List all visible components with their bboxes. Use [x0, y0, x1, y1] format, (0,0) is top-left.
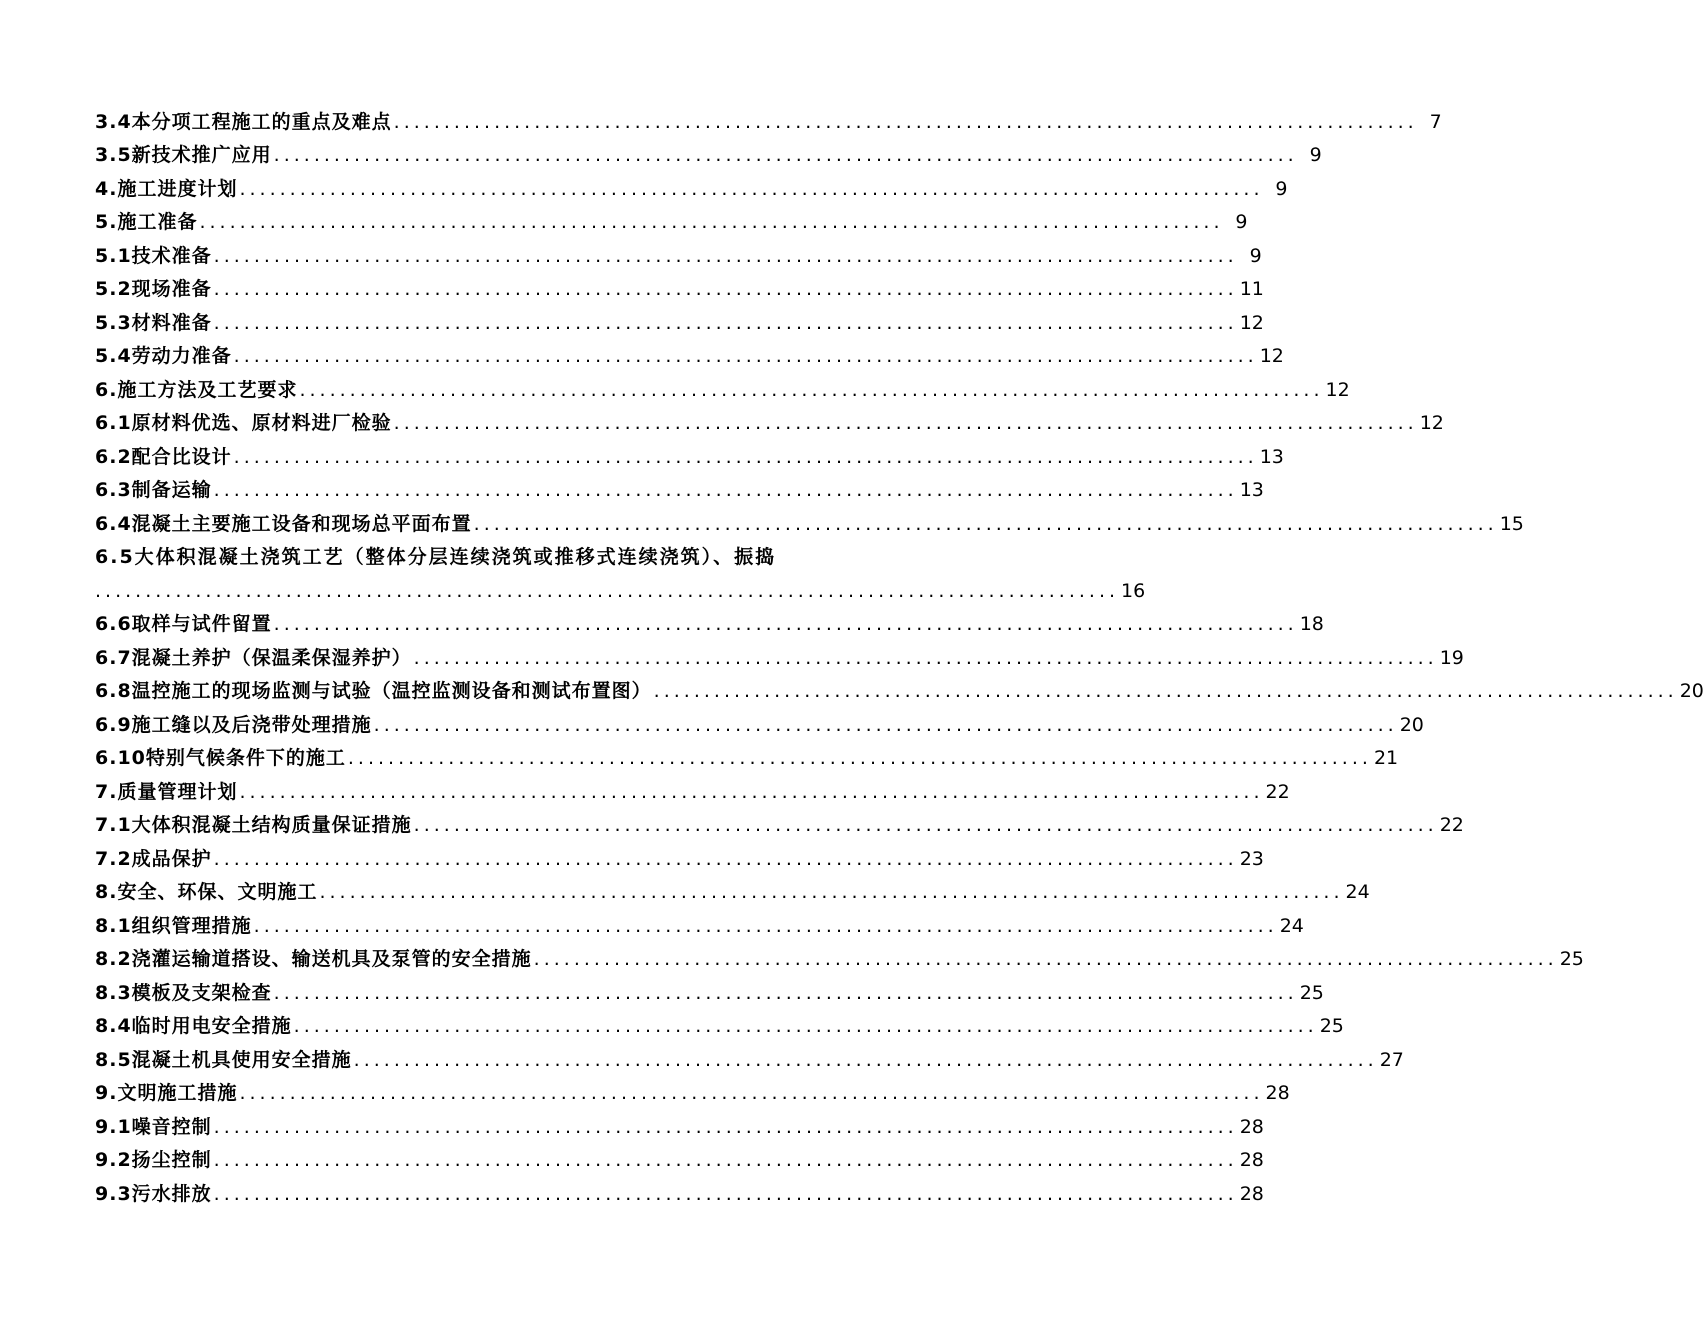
toc-leader-dots: ...................................................................................................... [213, 278, 1238, 300]
toc-entry[interactable] [95, 602, 1324, 635]
toc-entry-label: 4.施工进度计划 [95, 178, 238, 200]
toc-entry-page: 9 [1275, 178, 1288, 200]
toc-entry-page: 25 [1299, 982, 1324, 1004]
toc-entry-label: 7.2成品保护 [95, 848, 212, 870]
toc-leader-dots: ...................................................................................................... [273, 982, 1298, 1004]
toc-entry-label: 6.2配合比设计 [95, 446, 232, 468]
toc-entry-page: 27 [1379, 1049, 1404, 1071]
toc-leader-dots: ...................................................................................................... [293, 1015, 1318, 1037]
toc-entry-page: 13 [1259, 446, 1284, 468]
toc-entry-label: 8.2浇灌运输道搭设、输送机具及泵管的安全措施 [95, 948, 532, 970]
toc-entry-page: 20 [1399, 714, 1424, 736]
toc-entry-label: 8.4临时用电安全措施 [95, 1015, 292, 1037]
toc-entry[interactable] [95, 1172, 1264, 1205]
toc-entry-page: 28 [1239, 1149, 1264, 1171]
toc-entry[interactable] [95, 669, 1704, 702]
toc-entry[interactable] [95, 904, 1304, 937]
toc-entry[interactable] [95, 535, 825, 568]
toc-entry[interactable] [95, 468, 1264, 501]
toc-entry-page: 12 [1259, 345, 1284, 367]
toc-leader-dots: ...................................................................................................... [373, 714, 1398, 736]
toc-entry[interactable] [95, 971, 1324, 1004]
toc-entry-continuation[interactable] [95, 569, 1146, 602]
toc-entry-page: 22 [1439, 814, 1464, 836]
toc-entry[interactable] [95, 334, 1284, 367]
toc-entry-page: 12 [1325, 379, 1350, 401]
toc-entry-label: 6.施工方法及工艺要求 [95, 379, 298, 401]
toc-entry[interactable] [95, 200, 1248, 233]
toc-leader-dots: ...................................................................................................... [319, 881, 1344, 903]
toc-entry-label: 9.3污水排放 [95, 1183, 212, 1205]
toc-leader-dots: ...................................................................................................... [239, 1082, 1264, 1104]
toc-entry-page: 15 [1499, 513, 1524, 535]
toc-entry-label: 5.3材料准备 [95, 312, 212, 334]
toc-entry-page: 23 [1239, 848, 1264, 870]
toc-leader-dots: ...................................................................................................... [413, 814, 1438, 836]
toc-entry-label: 6.9施工缝以及后浇带处理措施 [95, 714, 372, 736]
toc-entry-label: 6.4混凝土主要施工设备和现场总平面布置 [95, 513, 472, 535]
toc-entry[interactable] [95, 368, 1350, 401]
toc-entry-label: 9.1噪音控制 [95, 1116, 212, 1138]
toc-entry[interactable] [95, 1004, 1344, 1037]
toc-entry-label: 6.3制备运输 [95, 479, 212, 501]
toc-leader-dots: ...................................................................................................... [213, 1149, 1238, 1171]
toc-entry[interactable] [95, 1071, 1290, 1104]
toc-entry[interactable] [95, 234, 1262, 267]
toc-entry[interactable] [95, 167, 1288, 200]
toc-leader-dots: ...................................................................................................... [213, 848, 1238, 870]
toc-entry-label: 6.8温控施工的现场监测与试验（温控监测设备和测试布置图） [95, 680, 652, 702]
toc-leader-dots: ...................................................................................................... [393, 412, 1418, 434]
toc-leader-dots: ...................................................................................................... [253, 915, 1278, 937]
toc-entry[interactable] [95, 703, 1424, 736]
toc-entry-page: 16 [1121, 580, 1146, 602]
toc-entry[interactable] [95, 736, 1399, 769]
toc-entry[interactable] [95, 937, 1584, 970]
toc-leader-dots: ...................................................................................................... [199, 211, 1224, 233]
toc-entry-label: 8.5混凝土机具使用安全措施 [95, 1049, 352, 1071]
toc-leader-dots: ...................................................................................................... [299, 379, 1324, 401]
toc-leader-dots: ...................................................................................................... [213, 245, 1238, 267]
toc-entry-page: 22 [1265, 781, 1290, 803]
toc-entry-label: 6.10特别气候条件下的施工 [95, 747, 346, 769]
toc-entry-label: 3.4本分项工程施工的重点及难点 [95, 111, 392, 133]
toc-entry-label: 9.文明施工措施 [95, 1082, 238, 1104]
toc-entry-label: 7.质量管理计划 [95, 781, 238, 803]
toc-entry-label: 6.7混凝土养护（保温柔保湿养护） [95, 647, 412, 669]
toc-entry[interactable] [95, 401, 1444, 434]
toc-leader-dots: ...................................................................................................... [239, 781, 1264, 803]
toc-leader-dots: ...................................................................................................... [233, 446, 1258, 468]
toc-entry-page: 28 [1239, 1116, 1264, 1138]
toc-leader-dots: ...................................................................................................... [213, 479, 1238, 501]
toc-leader-dots: ...................................................................................................... [353, 1049, 1378, 1071]
toc-leader-dots: ...................................................................................................... [213, 1183, 1238, 1205]
toc-entry-label: 6.6取样与试件留置 [95, 613, 272, 635]
toc-entry-label: 8.3模板及支架检查 [95, 982, 272, 1004]
toc-leader-dots: ...................................................................................................... [273, 144, 1298, 166]
toc-entry[interactable] [95, 803, 1464, 836]
toc-entry-label: 8.1组织管理措施 [95, 915, 252, 937]
toc-entry-label: 7.1大体积混凝土结构质量保证措施 [95, 814, 412, 836]
toc-entry-page: 21 [1373, 747, 1399, 769]
toc-entry-label: 6.5大体积混凝土浇筑工艺（整体分层连续浇筑或推移式连续浇筑）、振捣 [95, 546, 777, 568]
toc-entry-page: 18 [1299, 613, 1324, 635]
toc-leader-dots: ...................................................................................................... [533, 948, 1558, 970]
toc-entry-page: 24 [1279, 915, 1304, 937]
toc-entry-page: 28 [1265, 1082, 1290, 1104]
toc-entry-label: 5.1技术准备 [95, 245, 212, 267]
toc-leader-dots: ...................................................................................................... [239, 178, 1264, 200]
toc-entry[interactable] [95, 1038, 1404, 1071]
toc-leader-dots: ...................................................................................................... [413, 647, 1438, 669]
toc-entry[interactable] [95, 1105, 1264, 1138]
toc-entry-label: 3.5新技术推广应用 [95, 144, 272, 166]
toc-entry-page: 7 [1429, 111, 1442, 133]
toc-entry-label: 6.1原材料优选、原材料进厂检验 [95, 412, 392, 434]
toc-entry-page: 9 [1249, 245, 1262, 267]
toc-leader-dots: ...................................................................................................... [393, 111, 1418, 133]
toc-leader-dots: ...................................................................................................... [347, 747, 1372, 769]
toc-leader-dots: ...................................................................................................... [653, 680, 1678, 702]
toc-entry-label: 5.施工准备 [95, 211, 198, 233]
toc-entry[interactable] [95, 100, 1442, 133]
toc-leader-dots: ...................................................................................................... [213, 312, 1238, 334]
toc-entry-label: 9.2扬尘控制 [95, 1149, 212, 1171]
toc-entry[interactable] [95, 770, 1290, 803]
toc-entry[interactable] [95, 837, 1264, 870]
toc-entry[interactable] [95, 267, 1264, 300]
toc-entry-page: 20 [1679, 680, 1704, 702]
toc-entry-label: 8.安全、环保、文明施工 [95, 881, 318, 903]
toc-entry-page: 12 [1239, 312, 1264, 334]
toc-entry[interactable] [95, 502, 1524, 535]
toc-entry-label: 5.4劳动力准备 [95, 345, 232, 367]
toc-entry[interactable] [95, 301, 1264, 334]
toc-leader-dots: ...................................................................................................... [233, 345, 1258, 367]
toc-entry-page: 25 [1319, 1015, 1344, 1037]
toc-entry-page: 9 [1309, 144, 1322, 166]
toc-entry-label: 5.2现场准备 [95, 278, 212, 300]
toc-entry[interactable] [95, 1138, 1264, 1171]
toc-leader-dots: ...................................................................................................... [95, 580, 1120, 602]
toc-entry[interactable] [95, 435, 1284, 468]
toc-entry-page: 13 [1239, 479, 1264, 501]
toc-entry-page: 28 [1239, 1183, 1264, 1205]
toc-entry-page: 19 [1439, 647, 1464, 669]
toc-leader-dots: ...................................................................................................... [473, 513, 1498, 535]
toc-leader-dots: ...................................................................................................... [273, 613, 1298, 635]
toc-entry[interactable] [95, 870, 1370, 903]
toc-entry-page: 25 [1559, 948, 1584, 970]
toc-entry[interactable] [95, 133, 1322, 166]
toc-entry-page: 11 [1239, 278, 1264, 300]
toc-entry-page: 24 [1345, 881, 1370, 903]
toc-entry[interactable] [95, 636, 1464, 669]
toc-leader-dots: ...................................................................................................... [213, 1116, 1238, 1138]
toc-entry-page: 9 [1235, 211, 1248, 233]
toc-entry-page: 12 [1419, 412, 1444, 434]
